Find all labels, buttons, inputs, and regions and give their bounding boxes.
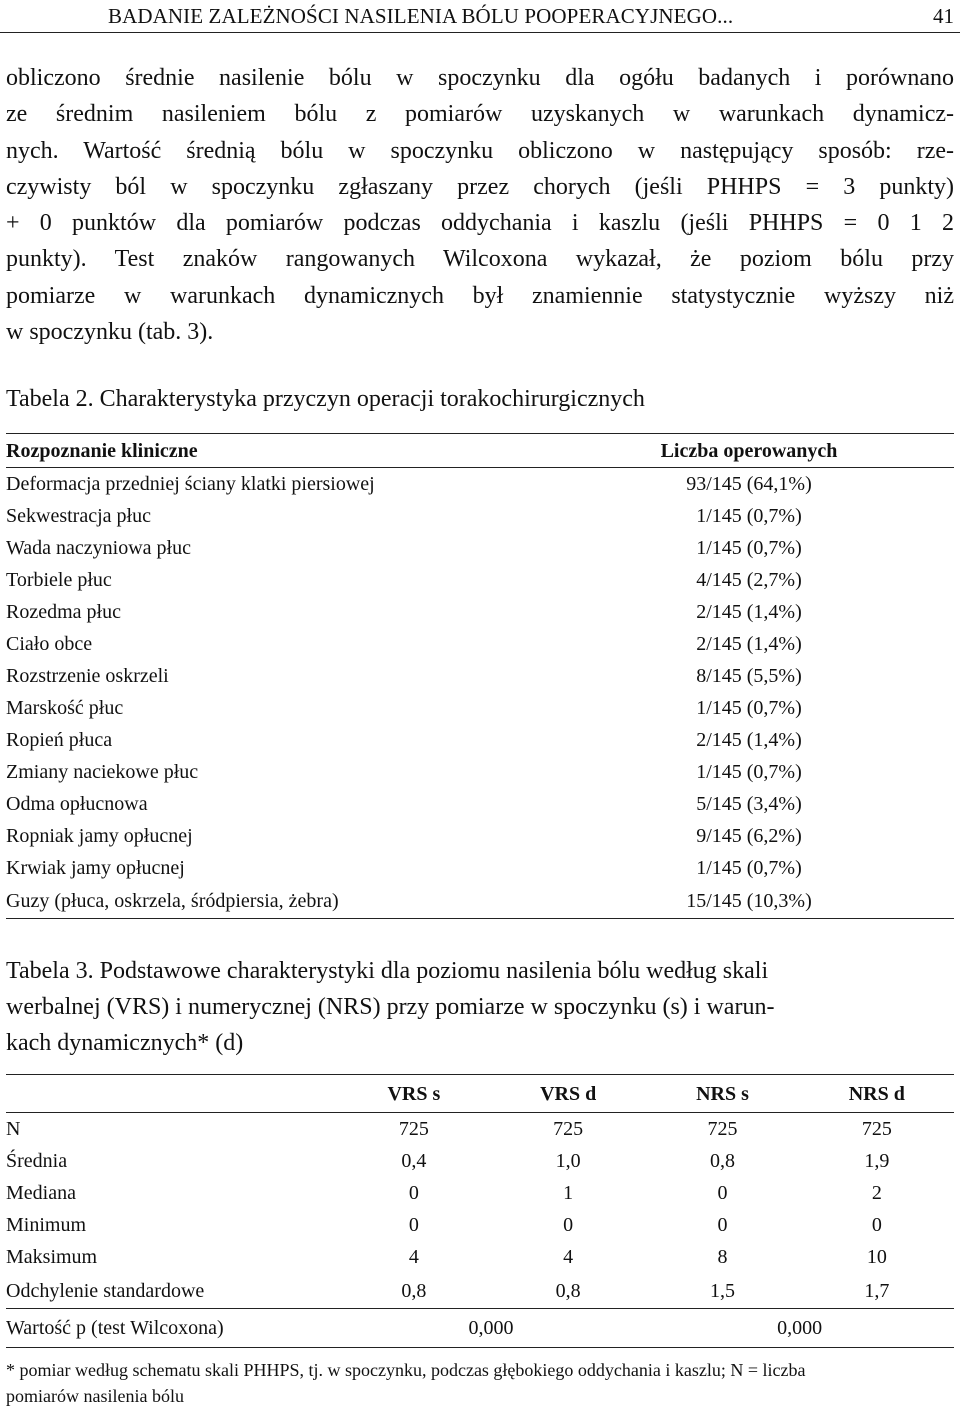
vrs-s-cell: 0 [408,1182,419,1204]
pvalue-vrs: 0,000 [337,1309,646,1348]
vrs-d-cell: 1,0 [555,1150,581,1172]
nrs-d-cell: 725 [861,1118,892,1140]
row-label: Maksimum [6,1246,98,1268]
table2-header-count: Liczba operowanych [544,434,954,468]
table3-header-row [6,1075,954,1113]
table3-caption-line: kach dynamicznych* (d) [6,1030,244,1056]
table-row [6,852,954,884]
table-row [6,1209,954,1241]
diagnosis-cell: Rozstrzenie oskrzeli [6,665,169,687]
nrs-s-cell: 725 [707,1118,738,1140]
running-head-title: BADANIE ZALEŻNOŚCI NASILENIA BÓLU POOPERACYJNEGO... [108,4,734,28]
pvalue-label: Wartość p (test Wilcoxona) [6,1309,337,1348]
paragraph-line: pomiarze w warunkach dynamicznych był znamiennie statystycznie wyższy niż [6,282,954,309]
row-label: Mediana [6,1182,76,1204]
diagnosis-cell: Guzy (płuca, oskrzela, śródpiersia, żebra) [6,884,544,919]
table-row [6,756,954,788]
count-cell: 5/145 (3,4%) [696,793,802,815]
table2-header-diagnosis: Rozpoznanie kliniczne [6,434,544,468]
nrs-d-cell: 1,9 [864,1150,890,1172]
diagnosis-cell: Sekwestracja płuc [6,505,151,527]
diagnosis-cell: Ropień płuca [6,729,113,751]
table-row [6,1113,954,1146]
vrs-d-cell: 725 [553,1118,584,1140]
table-row [6,660,954,692]
table3-header-vrs-d: VRS d [491,1075,645,1113]
count-cell: 2/145 (1,4%) [696,729,802,751]
table-row [6,692,954,724]
table3 [6,1074,954,1348]
diagnosis-cell: Odma opłucnowa [6,793,148,815]
count-cell: 8/145 (5,5%) [696,665,802,687]
nrs-s-cell: 0 [717,1182,728,1204]
row-label: Odchylenie standardowe [6,1279,205,1302]
page-number: 41 [933,4,954,28]
nrs-d-cell: 0 [871,1214,882,1236]
nrs-s-cell: 0 [717,1214,728,1236]
count-cell: 2/145 (1,4%) [696,601,802,623]
body-paragraph [6,60,954,350]
pvalue-nrs: 0,000 [645,1309,954,1348]
table-row [6,628,954,660]
count-cell: 15/145 (10,3%) [544,884,954,919]
table2-caption: Tabela 2. Charakterystyka przyczyn operacji torakochirurgicznych [6,386,645,412]
count-cell: 1/145 (0,7%) [696,857,802,879]
paragraph-line: ze średnim nasileniem bólu z pomiarów uzyskanych w warunkach dynamicz- [6,101,954,128]
paragraph-line: + 0 punktów dla pomiarów podczas oddychania i kaszlu (jeśli PHHPS = 0 1 2 [6,210,954,237]
count-cell: 9/145 (6,2%) [696,825,802,847]
nrs-d-cell: 1,7 [864,1279,890,1302]
table3-pvalue-row [6,1309,954,1348]
vrs-s-cell: 0,4 [401,1150,427,1172]
table3-header-vrs-s: VRS s [337,1075,491,1113]
count-cell: 1/145 (0,7%) [696,505,802,527]
table-row [6,1273,954,1309]
table3-caption-line: werbalnej (VRS) i numerycznej (NRS) przy pomiarze w spoczynku (s) i warun- [6,994,775,1020]
table3-header-blank [6,1075,337,1113]
footnote-line: pomiarów nasilenia bólu [6,1386,184,1406]
footnote-line: * pomiar według schematu skali PHHPS, tj. w spoczynku, podczas głębokiego oddychania i kaszlu; N = liczba [6,1360,806,1380]
table-row [6,788,954,820]
table-row [6,500,954,532]
vrs-d-cell: 0,8 [555,1279,581,1302]
table3-header-nrs-d: NRS d [800,1075,954,1113]
table2-header-row [6,434,954,468]
count-cell: 4/145 (2,7%) [696,569,802,591]
diagnosis-cell: Zmiany naciekowe płuc [6,761,199,783]
table2 [6,433,954,919]
table-row [6,1145,954,1177]
table3-header-nrs-s: NRS s [645,1075,799,1113]
table-row [6,564,954,596]
count-cell: 93/145 (64,1%) [686,473,812,495]
count-cell: 1/145 (0,7%) [696,697,802,719]
paragraph-line: czywisty ból w spoczynku zgłaszany przez chorych (jeśli PHHPS = 3 punkty) [6,173,954,200]
diagnosis-cell: Krwiak jamy opłucnej [6,857,185,879]
table3-caption [6,953,954,1061]
nrs-s-cell: 8 [717,1246,728,1268]
table-row [6,1177,954,1209]
vrs-d-cell: 4 [563,1246,574,1268]
vrs-s-cell: 4 [408,1246,419,1268]
vrs-d-cell: 1 [563,1182,574,1204]
paragraph-line: w spoczynku (tab. 3). [6,319,214,346]
table-row [6,1241,954,1273]
table-row [6,884,954,919]
diagnosis-cell: Ropniak jamy opłucnej [6,825,193,847]
table-row [6,596,954,628]
nrs-s-cell: 0,8 [709,1150,735,1172]
count-cell: 1/145 (0,7%) [696,761,802,783]
table-row [6,724,954,756]
count-cell: 1/145 (0,7%) [696,537,802,559]
diagnosis-cell: Wada naczyniowa płuc [6,537,191,559]
vrs-d-cell: 0 [563,1214,574,1236]
paragraph-line: nych. Wartość średnią bólu w spoczynku obliczono w następujący sposób: rze- [6,137,954,164]
table-row [6,820,954,852]
diagnosis-cell: Deformacja przedniej ściany klatki piersiowej [6,473,375,495]
nrs-s-cell: 1,5 [709,1279,735,1302]
diagnosis-cell: Ciało obce [6,633,93,655]
vrs-s-cell: 725 [398,1118,429,1140]
table3-caption-line: Tabela 3. Podstawowe charakterystyki dla poziomu nasilenia bólu według skali [6,958,769,984]
paragraph-line: punkty). Test znaków rangowanych Wilcoxona wykazał, że poziom bólu przy [6,246,954,273]
vrs-s-cell: 0,8 [401,1279,427,1302]
row-label: N [6,1118,21,1140]
count-cell: 2/145 (1,4%) [696,633,802,655]
nrs-d-cell: 2 [871,1182,882,1204]
row-label: Średnia [6,1150,68,1172]
running-head [0,0,960,33]
row-label: Minimum [6,1214,87,1236]
table-row [6,468,954,501]
footnote [6,1357,954,1409]
paragraph-line: obliczono średnie nasilenie bólu w spoczynku dla ogółu badanych i porównano [6,65,954,91]
table-row [6,532,954,564]
nrs-d-cell: 10 [866,1246,887,1268]
vrs-s-cell: 0 [408,1214,419,1236]
diagnosis-cell: Rozedma płuc [6,601,121,623]
diagnosis-cell: Torbiele płuc [6,569,112,591]
diagnosis-cell: Marskość płuc [6,697,124,719]
